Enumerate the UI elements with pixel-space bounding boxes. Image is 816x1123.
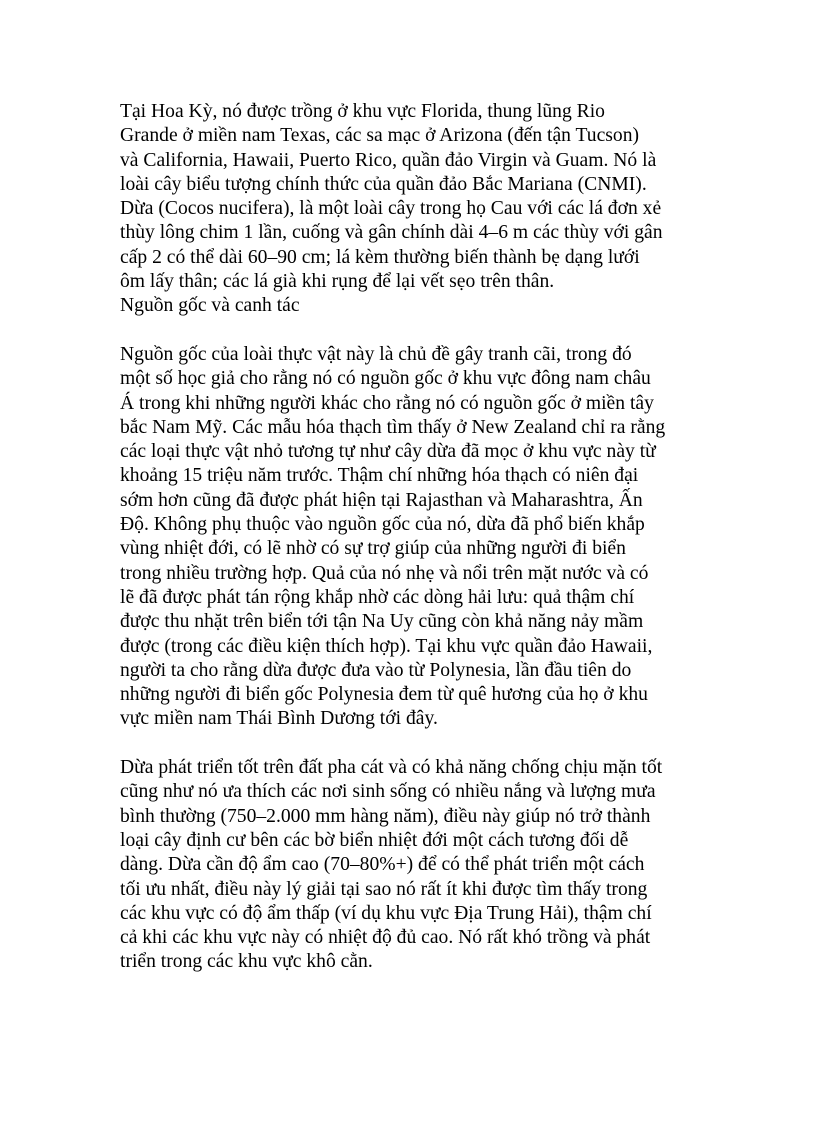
text-line: loài cây biểu tượng chính thức của quần đảo Bắc Mariana (CNMI). [120, 173, 647, 195]
text-line: sớm hơn cũng đã được phát hiện tại Rajasthan và Maharashtra, Ấn [120, 489, 643, 511]
text-line: người ta cho rằng dừa được đưa vào từ Polynesia, lần đầu tiên do [120, 659, 632, 681]
text-line: Độ. Không phụ thuộc vào nguồn gốc của nó, dừa đã phổ biến khắp [120, 514, 645, 536]
text-line: loại cây định cư bên các bờ biển nhiệt đới một cách tương đối dễ [120, 829, 629, 851]
text-line: bình thường (750–2.000 mm hàng năm), điều này giúp nó trở thành [120, 805, 651, 827]
text-line: được thu nhặt trên biển tới tận Na Uy cũng còn khả năng nảy mầm [120, 611, 644, 633]
text-line: vùng nhiệt đới, có lẽ nhờ có sự trợ giúp của những người đi biển [120, 538, 626, 560]
text-line: được (trong các điều kiện thích hợp). Tại khu vực quần đảo Hawaii, [120, 635, 653, 657]
text-line: vực miền nam Thái Bình Dương tới đây. [120, 708, 438, 730]
text-line: lẽ đã được phát tán rộng khắp nhờ các dòng hải lưu: quả thậm chí [120, 586, 635, 608]
text-line: Dừa (Cocos nucifera), là một loài cây trong họ Cau với các lá đơn xẻ [120, 198, 662, 220]
paragraph-1 [120, 100, 700, 294]
text-line: một số học giả cho rằng nó có nguồn gốc ở khu vực đông nam châu [120, 368, 651, 390]
text-line: các loại thực vật nhỏ tương tự như cây dừa đã mọc ở khu vực này từ [120, 441, 656, 463]
text-line: các khu vực có độ ẩm thấp (ví dụ khu vực Địa Trung Hải), thậm chí [120, 902, 652, 924]
text-line: bắc Nam Mỹ. Các mẫu hóa thạch tìm thấy ở New Zealand chỉ ra rằng [120, 416, 666, 438]
text-line: trong nhiều trường hợp. Quả của nó nhẹ và nổi trên mặt nước và có [120, 562, 649, 584]
text-line: Grande ở miền nam Texas, các sa mạc ở Arizona (đến tận Tucson) [120, 125, 640, 147]
text-line: Tại Hoa Kỳ, nó được trồng ở khu vực Florida, thung lũng Rio [120, 101, 605, 122]
heading-text: Nguồn gốc và canh tác [120, 295, 300, 317]
text-line: và California, Hawaii, Puerto Rico, quần đảo Virgin và Guam. Nó là [120, 149, 657, 171]
text-line: cả khi các khu vực này có nhiệt độ đủ cao. Nó rất khó trồng và phát [120, 927, 651, 949]
text-line: thùy lông chim 1 lần, cuống và gân chính dài 4–6 m các thùy với gân [120, 222, 663, 244]
text-line: những người đi biển gốc Polynesia đem từ quê hương của họ ở khu [120, 684, 648, 706]
paragraph-spacer [120, 319, 700, 343]
text-line: Nguồn gốc của loài thực vật này là chủ đề gây tranh cãi, trong đó [120, 343, 632, 365]
text-line: Á trong khi những người khác cho rằng nó có nguồn gốc ở miền tây [120, 392, 654, 414]
text-line: ôm lấy thân; các lá già khi rụng để lại vết sẹo trên thân. [120, 271, 555, 293]
text-line: tối ưu nhất, điều này lý giải tại sao nó rất ít khi được tìm thấy trong [120, 878, 648, 900]
document-page [120, 100, 700, 975]
section-heading [120, 294, 700, 318]
text-line: cũng như nó ưa thích các nơi sinh sống có nhiều nắng và lượng mưa [120, 781, 656, 803]
text-line: dàng. Dừa cần độ ẩm cao (70–80%+) để có thể phát triển một cách [120, 854, 645, 876]
paragraph-3 [120, 756, 700, 975]
text-line: triển trong các khu vực khô cằn. [120, 951, 373, 973]
text-line: cấp 2 có thể dài 60–90 cm; lá kèm thường biến thành bẹ dạng lưới [120, 246, 640, 268]
text-line: khoảng 15 triệu năm trước. Thậm chí những hóa thạch có niên đại [120, 465, 639, 487]
paragraph-2 [120, 343, 700, 732]
paragraph-spacer [120, 732, 700, 756]
text-line: Dừa phát triển tốt trên đất pha cát và có khả năng chống chịu mặn tốt [120, 757, 663, 779]
